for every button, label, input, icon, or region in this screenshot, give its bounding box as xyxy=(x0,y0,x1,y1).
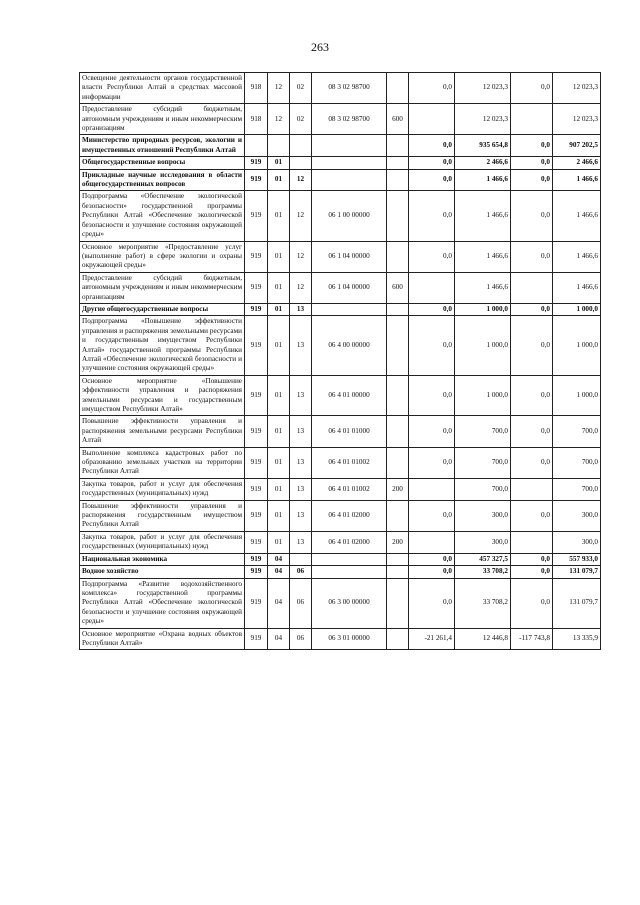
cell-admin-code: 918 xyxy=(245,104,268,135)
cell-value-3 xyxy=(511,272,553,303)
cell-subsection: 13 xyxy=(290,303,312,315)
cell-value-3: -117 743,8 xyxy=(511,628,553,650)
cell-value-4: 1 000,0 xyxy=(553,303,601,315)
cell-section: 01 xyxy=(268,478,290,500)
cell-subsection: 13 xyxy=(290,375,312,416)
cell-subsection: 13 xyxy=(290,416,312,447)
cell-value-2: 2 466,6 xyxy=(455,157,511,169)
cell-target-article: 06 1 00 00000 xyxy=(312,191,387,241)
cell-value-4: 1 000,0 xyxy=(553,375,601,416)
table-row xyxy=(80,157,601,169)
table-row xyxy=(80,272,601,303)
cell-admin-code: 919 xyxy=(245,157,268,169)
cell-expense-type: 200 xyxy=(387,531,409,553)
cell-value-2: 1 000,0 xyxy=(455,375,511,416)
cell-admin-code: 919 xyxy=(245,478,268,500)
table-row xyxy=(80,191,601,241)
cell-value-1: 0,0 xyxy=(409,316,455,375)
cell-value-3: 0,0 xyxy=(511,169,553,191)
cell-section xyxy=(268,135,290,157)
cell-name: Прикладные научные исследования в области общегосударственных вопросов xyxy=(80,169,245,191)
cell-value-1: 0,0 xyxy=(409,73,455,104)
cell-value-4: 1 466,6 xyxy=(553,272,601,303)
cell-section: 01 xyxy=(268,272,290,303)
cell-value-1: 0,0 xyxy=(409,447,455,478)
cell-expense-type xyxy=(387,191,409,241)
table-row xyxy=(80,169,601,191)
cell-subsection xyxy=(290,157,312,169)
cell-value-2: 1 466,6 xyxy=(455,169,511,191)
cell-value-2: 457 327,5 xyxy=(455,553,511,565)
cell-value-3: 0,0 xyxy=(511,157,553,169)
cell-section: 01 xyxy=(268,375,290,416)
cell-target-article xyxy=(312,553,387,565)
cell-value-4: 557 933,0 xyxy=(553,553,601,565)
cell-value-1: 0,0 xyxy=(409,303,455,315)
cell-value-2: 1 000,0 xyxy=(455,316,511,375)
cell-value-2: 1 000,0 xyxy=(455,303,511,315)
cell-value-1: 0,0 xyxy=(409,416,455,447)
cell-value-3: 0,0 xyxy=(511,566,553,578)
cell-name: Подпрограмма «Повышение эффективности управления и распоряжения земельными ресурсами и государственным имуществом Республики Алтай» государственной программы Республики Алтай «Обеспечение экологической безопасности и улучшение состояния окружающей среды» xyxy=(80,316,245,375)
cell-target-article xyxy=(312,566,387,578)
cell-subsection: 13 xyxy=(290,500,312,531)
cell-target-article xyxy=(312,135,387,157)
cell-expense-type xyxy=(387,566,409,578)
cell-expense-type xyxy=(387,628,409,650)
cell-name: Закупка товаров, работ и услуг для обеспечения государственных (муниципальных) нужд xyxy=(80,531,245,553)
cell-value-1 xyxy=(409,478,455,500)
cell-expense-type: 600 xyxy=(387,272,409,303)
cell-value-4: 2 466,6 xyxy=(553,157,601,169)
cell-target-article: 06 3 00 00000 xyxy=(312,578,387,628)
cell-subsection: 06 xyxy=(290,628,312,650)
cell-name: Общегосударственные вопросы xyxy=(80,157,245,169)
cell-value-3: 0,0 xyxy=(511,553,553,565)
cell-name: Предоставление субсидий бюджетным, автономным учреждениям и иным некоммерческим организациям xyxy=(80,104,245,135)
cell-value-4: 1 466,6 xyxy=(553,241,601,272)
table-row xyxy=(80,478,601,500)
cell-value-3: 0,0 xyxy=(511,500,553,531)
cell-name: Подпрограмма «Обеспечение экологической безопасности» государственной программы Республики Алтай «Обеспечение экологической безопасности и улучшение состояния окружающей среды» xyxy=(80,191,245,241)
cell-target-article: 06 4 01 01000 xyxy=(312,416,387,447)
cell-target-article: 06 3 01 00000 xyxy=(312,628,387,650)
cell-section: 01 xyxy=(268,191,290,241)
cell-value-4: 700,0 xyxy=(553,478,601,500)
cell-value-4: 907 202,5 xyxy=(553,135,601,157)
cell-expense-type: 600 xyxy=(387,104,409,135)
cell-value-2: 700,0 xyxy=(455,447,511,478)
cell-admin-code: 919 xyxy=(245,578,268,628)
budget-table xyxy=(79,72,601,650)
cell-value-3: 0,0 xyxy=(511,447,553,478)
cell-admin-code: 919 xyxy=(245,169,268,191)
table-row xyxy=(80,135,601,157)
cell-subsection: 02 xyxy=(290,104,312,135)
cell-target-article: 06 4 01 01002 xyxy=(312,478,387,500)
cell-value-2: 12 023,3 xyxy=(455,104,511,135)
cell-name: Другие общегосударственные вопросы xyxy=(80,303,245,315)
cell-value-1 xyxy=(409,272,455,303)
table-row xyxy=(80,531,601,553)
cell-value-3 xyxy=(511,531,553,553)
page-number: 263 xyxy=(311,40,329,54)
cell-section: 04 xyxy=(268,578,290,628)
cell-name: Водное хозяйство xyxy=(80,566,245,578)
cell-name: Основное мероприятие «Предоставление услуг (выполнение работ) в сфере экологии и охраны окружающей среды» xyxy=(80,241,245,272)
cell-value-1: 0,0 xyxy=(409,375,455,416)
table-row xyxy=(80,241,601,272)
cell-subsection: 13 xyxy=(290,478,312,500)
cell-value-3: 0,0 xyxy=(511,135,553,157)
table-row xyxy=(80,73,601,104)
cell-expense-type xyxy=(387,303,409,315)
cell-subsection: 13 xyxy=(290,316,312,375)
cell-subsection: 02 xyxy=(290,73,312,104)
cell-admin-code: 919 xyxy=(245,628,268,650)
cell-section: 12 xyxy=(268,73,290,104)
cell-name: Повышение эффективности управления и распоряжения земельными ресурсами Республики Алтай xyxy=(80,416,245,447)
cell-value-2: 33 708,2 xyxy=(455,566,511,578)
cell-admin-code: 919 xyxy=(245,316,268,375)
cell-name: Выполнение комплекса кадастровых работ по образованию земельных участков на территории Республики Алтай xyxy=(80,447,245,478)
cell-admin-code: 919 xyxy=(245,447,268,478)
cell-value-2: 33 708,2 xyxy=(455,578,511,628)
table-row xyxy=(80,375,601,416)
cell-target-article xyxy=(312,157,387,169)
cell-value-2: 12 023,3 xyxy=(455,73,511,104)
cell-target-article: 06 1 04 00000 xyxy=(312,241,387,272)
cell-name: Министерство природных ресурсов, экологии и имущественных отношений Республики Алтай xyxy=(80,135,245,157)
cell-name: Национальная экономика xyxy=(80,553,245,565)
cell-section: 12 xyxy=(268,104,290,135)
cell-value-1 xyxy=(409,531,455,553)
cell-target-article: 08 3 02 98700 xyxy=(312,104,387,135)
cell-target-article: 06 4 01 02000 xyxy=(312,531,387,553)
cell-value-4: 700,0 xyxy=(553,447,601,478)
cell-value-1: 0,0 xyxy=(409,578,455,628)
cell-value-3: 0,0 xyxy=(511,73,553,104)
cell-expense-type xyxy=(387,500,409,531)
cell-section: 01 xyxy=(268,303,290,315)
cell-admin-code: 919 xyxy=(245,272,268,303)
cell-admin-code xyxy=(245,135,268,157)
cell-name: Повышение эффективности управления и распоряжения государственным имуществом Республики Алтай xyxy=(80,500,245,531)
cell-expense-type: 200 xyxy=(387,478,409,500)
table-row xyxy=(80,416,601,447)
cell-value-3: 0,0 xyxy=(511,303,553,315)
cell-value-2: 700,0 xyxy=(455,478,511,500)
cell-section: 01 xyxy=(268,500,290,531)
cell-target-article: 06 4 01 00000 xyxy=(312,375,387,416)
cell-value-3 xyxy=(511,478,553,500)
cell-name: Основное мероприятие «Повышение эффективности управления и распоряжения земельными ресурсами и государственным имуществом Республики Алтай» xyxy=(80,375,245,416)
cell-name: Основное мероприятие «Охрана водных объектов Республики Алтай» xyxy=(80,628,245,650)
cell-section: 01 xyxy=(268,447,290,478)
cell-section: 01 xyxy=(268,157,290,169)
cell-admin-code: 919 xyxy=(245,416,268,447)
cell-section: 01 xyxy=(268,241,290,272)
cell-subsection xyxy=(290,135,312,157)
cell-name: Освещение деятельности органов государственной власти Республики Алтай в средствах массовой информации xyxy=(80,73,245,104)
cell-target-article: 06 4 01 02000 xyxy=(312,500,387,531)
cell-value-4: 300,0 xyxy=(553,500,601,531)
cell-expense-type xyxy=(387,241,409,272)
cell-value-1: 0,0 xyxy=(409,169,455,191)
cell-admin-code: 919 xyxy=(245,241,268,272)
cell-subsection xyxy=(290,553,312,565)
cell-name: Закупка товаров, работ и услуг для обеспечения государственных (муниципальных) нужд xyxy=(80,478,245,500)
cell-subsection: 06 xyxy=(290,566,312,578)
cell-value-4: 131 079,7 xyxy=(553,578,601,628)
cell-value-2: 300,0 xyxy=(455,531,511,553)
cell-value-1: 0,0 xyxy=(409,566,455,578)
cell-value-3 xyxy=(511,104,553,135)
cell-subsection: 12 xyxy=(290,272,312,303)
cell-section: 04 xyxy=(268,566,290,578)
cell-value-2: 12 446,8 xyxy=(455,628,511,650)
cell-value-1: -21 261,4 xyxy=(409,628,455,650)
cell-value-4: 12 023,3 xyxy=(553,73,601,104)
cell-value-2: 1 466,6 xyxy=(455,191,511,241)
cell-admin-code: 919 xyxy=(245,566,268,578)
cell-value-2: 935 654,8 xyxy=(455,135,511,157)
cell-section: 01 xyxy=(268,531,290,553)
table-row xyxy=(80,447,601,478)
table-row xyxy=(80,500,601,531)
cell-value-3: 0,0 xyxy=(511,316,553,375)
cell-subsection: 12 xyxy=(290,241,312,272)
cell-subsection: 13 xyxy=(290,447,312,478)
cell-value-1: 0,0 xyxy=(409,135,455,157)
cell-value-4: 13 335,9 xyxy=(553,628,601,650)
cell-admin-code: 919 xyxy=(245,553,268,565)
cell-expense-type xyxy=(387,316,409,375)
cell-admin-code: 919 xyxy=(245,191,268,241)
cell-value-3: 0,0 xyxy=(511,375,553,416)
cell-name: Предоставление субсидий бюджетным, автономным учреждениям и иным некоммерческим организациям xyxy=(80,272,245,303)
cell-expense-type xyxy=(387,135,409,157)
table-row xyxy=(80,553,601,565)
cell-value-4: 131 079,7 xyxy=(553,566,601,578)
cell-expense-type xyxy=(387,416,409,447)
table-row xyxy=(80,566,601,578)
cell-value-1: 0,0 xyxy=(409,553,455,565)
table-row xyxy=(80,628,601,650)
cell-value-1: 0,0 xyxy=(409,500,455,531)
cell-expense-type xyxy=(387,375,409,416)
cell-name: Подпрограмма «Развитие водохозяйственного комплекса» государственной программы Республики Алтай «Обеспечение экологической безопасности и улучшение состояния окружающей среды» xyxy=(80,578,245,628)
cell-value-3: 0,0 xyxy=(511,241,553,272)
cell-admin-code: 918 xyxy=(245,73,268,104)
cell-section: 01 xyxy=(268,416,290,447)
table-row xyxy=(80,578,601,628)
table-body xyxy=(80,73,601,650)
cell-expense-type xyxy=(387,169,409,191)
cell-value-4: 300,0 xyxy=(553,531,601,553)
table-row xyxy=(80,104,601,135)
cell-subsection: 12 xyxy=(290,191,312,241)
cell-target-article: 06 4 01 01002 xyxy=(312,447,387,478)
cell-admin-code: 919 xyxy=(245,500,268,531)
cell-value-3: 0,0 xyxy=(511,416,553,447)
cell-value-1: 0,0 xyxy=(409,191,455,241)
cell-value-1 xyxy=(409,104,455,135)
cell-target-article xyxy=(312,169,387,191)
cell-expense-type xyxy=(387,578,409,628)
cell-section: 01 xyxy=(268,316,290,375)
cell-value-1: 0,0 xyxy=(409,241,455,272)
cell-expense-type xyxy=(387,73,409,104)
cell-target-article xyxy=(312,303,387,315)
cell-value-3: 0,0 xyxy=(511,578,553,628)
cell-target-article: 06 1 04 00000 xyxy=(312,272,387,303)
cell-value-1: 0,0 xyxy=(409,157,455,169)
cell-target-article: 06 4 00 00000 xyxy=(312,316,387,375)
cell-value-2: 700,0 xyxy=(455,416,511,447)
table-row xyxy=(80,316,601,375)
cell-value-4: 1 000,0 xyxy=(553,316,601,375)
cell-subsection: 06 xyxy=(290,578,312,628)
cell-expense-type xyxy=(387,447,409,478)
cell-admin-code: 919 xyxy=(245,375,268,416)
table-row xyxy=(80,303,601,315)
cell-value-4: 700,0 xyxy=(553,416,601,447)
cell-subsection: 12 xyxy=(290,169,312,191)
cell-value-2: 1 466,6 xyxy=(455,272,511,303)
cell-value-4: 1 466,6 xyxy=(553,169,601,191)
cell-target-article: 08 3 02 98700 xyxy=(312,73,387,104)
cell-value-2: 300,0 xyxy=(455,500,511,531)
cell-expense-type xyxy=(387,157,409,169)
cell-value-3: 0,0 xyxy=(511,191,553,241)
cell-section: 01 xyxy=(268,169,290,191)
cell-admin-code: 919 xyxy=(245,531,268,553)
cell-value-2: 1 466,6 xyxy=(455,241,511,272)
cell-section: 04 xyxy=(268,628,290,650)
cell-subsection: 13 xyxy=(290,531,312,553)
cell-section: 04 xyxy=(268,553,290,565)
cell-admin-code: 919 xyxy=(245,303,268,315)
cell-expense-type xyxy=(387,553,409,565)
cell-value-4: 12 023,3 xyxy=(553,104,601,135)
cell-value-4: 1 466,6 xyxy=(553,191,601,241)
